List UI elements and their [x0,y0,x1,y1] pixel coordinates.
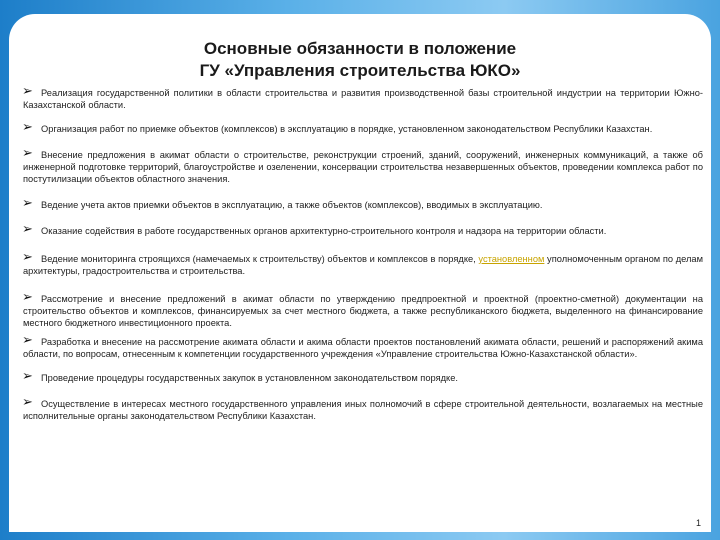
arrow-bullet-icon: ➢ [22,145,33,160]
list-item [22,394,703,422]
list-item [22,83,703,111]
arrow-bullet-icon: ➢ [22,83,33,98]
list-item-text: Проведение процедуры государственных закупок в установленном законодательством порядке. [41,373,458,383]
slide-page [9,14,711,532]
arrow-bullet-icon: ➢ [22,289,33,304]
arrow-bullet-icon: ➢ [22,394,33,409]
highlighted-link[interactable]: установленном [478,254,545,264]
arrow-bullet-icon: ➢ [22,249,33,264]
list-item [22,119,703,135]
list-item [22,145,703,185]
list-item-text: Оказание содействия в работе государственных органов архитектурно-строительного контроля и надзора на территории области. [41,226,607,236]
list-item-text: Рассмотрение и внесение предложений в акимат области по утверждению предпроектной и проектной (проектно-сметной) документации на строительство объектов и комплексов, финансируемых за счет местного бюджета, а также республиканского бюджета, выделенного на финансирование местного бюджетного инвестиционного проекта. [23,294,703,328]
list-item-text: Реализация государственной политики в области строительства и развития производственной базы строительной индустрии на территории Южно-Казахстанской области. [23,88,703,110]
list-item [22,195,703,211]
list-item-text: Разработка и внесение на рассмотрение акимата области и акима области проектов постановлений акимата области, решений и распоряжений акима области, по вопросам, отнесенным к компетенции государственного учреждения «Управление строительства Южно-Казахстанской области». [23,337,703,359]
list-item-text: Ведение мониторинга строящихся (намечаемых к строительству) объектов и комплексов в порядке, [41,254,476,264]
arrow-bullet-icon: ➢ [22,221,33,236]
page-number: 1 [695,518,701,528]
arrow-bullet-icon: ➢ [22,332,33,347]
arrow-bullet-icon: ➢ [22,368,33,383]
list-item-text: уполномоченным органом по делам архитектуры, градостроительства и строительства. [23,254,703,276]
title-line-1: Основные обязанности в положение [203,39,517,58]
list-item [22,332,703,360]
list-item-text: Организация работ по приемке объектов (комплексов) в эксплуатацию в порядке, установленном законодательством Республики Казахстан. [41,124,653,134]
list-item [22,221,703,237]
page-title [9,38,711,82]
duties-list [22,83,703,422]
list-item [22,249,703,277]
list-item [22,289,703,329]
list-item-text: Ведение учета актов приемки объектов в эксплуатацию, а также объектов (комплексов), вводимых в эксплуатацию. [41,200,543,210]
list-item-text: Осуществление в интересах местного государственного управления иных полномочий в сфере строительной деятельности, возлагаемых на местные исполнительные органы законодательством Республики Казахстан. [23,399,703,421]
list-item [22,368,703,384]
list-item-text: Внесение предложения в акимат области о строительстве, реконструкции строений, зданий, сооружений, инженерных коммуникаций, а также об инженерной подготовке территорий, благоустройстве и озеленении, консервации строительства незавершенных объектов, проведении комплекса работ по постутилизации объектов областного значения. [23,150,703,184]
title-line-2: ГУ «Управления строительства ЮКО» [199,61,521,80]
arrow-bullet-icon: ➢ [22,195,33,210]
arrow-bullet-icon: ➢ [22,119,33,134]
